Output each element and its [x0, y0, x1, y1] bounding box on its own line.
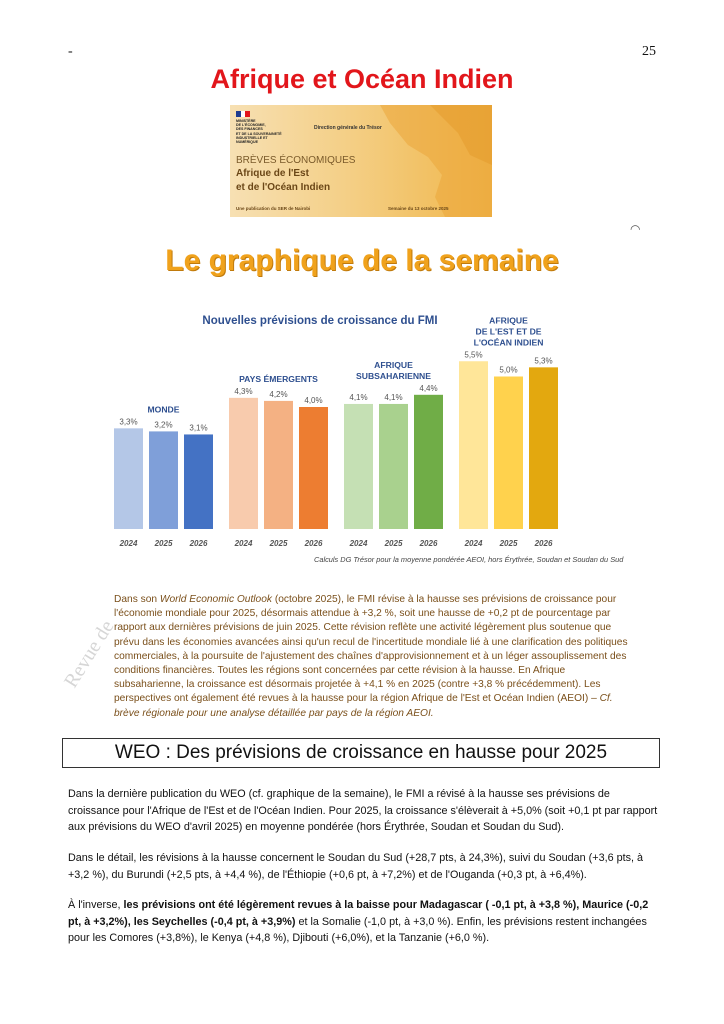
banner-footer-right: Semaine du 13 octobre 2025: [388, 206, 449, 211]
chart-source-note: Calculs DG Trésor pour la moyenne pondérée AEOI, hors Érythrée, Soudan et Soudan du Sud: [314, 555, 624, 564]
group-label: SUBSAHARIENNE: [356, 370, 431, 381]
group-label: MONDE: [147, 404, 180, 415]
ministry-line: DE L'ÉCONOMIE,: [236, 123, 266, 128]
bar-value-label: 4,1%: [349, 392, 368, 402]
document-title: Afrique et Océan Indien: [210, 64, 514, 94]
ministry-line: DES FINANCES: [236, 127, 263, 132]
chart-bar: [529, 367, 558, 529]
chart-bar: [184, 434, 213, 529]
banner-line-3: et de l'Océan Indien: [236, 182, 331, 193]
group-label: PAYS ÉMERGENTS: [239, 373, 318, 384]
bar-value-label: 5,3%: [534, 356, 553, 366]
year-tick-label: 2024: [119, 539, 138, 548]
year-tick-label: 2025: [154, 539, 173, 548]
paragraph-2: Dans le détail, les révisions à la hausse concernent le Soudan du Sud (+28,7 pts, à 24,3%), suivi du Soudan (+3,6 pts, à +3,2 %), du Burundi (+2,5 pts, à +4,4 %), de l'Éthiopie (+0,6 pt, à +7,2%) et de l'Ouganda (+0,3 pt, à +6,4%).: [68, 852, 643, 881]
ministry-logo: [236, 111, 290, 144]
year-tick-label: 2025: [269, 539, 288, 548]
page-number: 25: [642, 44, 656, 59]
page-dash: -: [68, 44, 73, 59]
chart-bar: [459, 361, 488, 529]
chart-of-the-week-heading: Le graphique de la semaine: [165, 244, 559, 277]
bar-value-label: 4,1%: [384, 392, 403, 402]
year-tick-label: 2024: [234, 539, 253, 548]
chart-bar: [114, 428, 143, 529]
chart-summary: [114, 593, 632, 721]
group-label: AFRIQUE: [489, 315, 528, 326]
paragraph-3: [68, 897, 658, 947]
paragraph-1: Dans la dernière publication du WEO (cf. graphique de la semaine), le FMI a révisé à la hausse ses prévisions de croissance pour l'Afrique de l'Est et de l'Océan Indien. Pour 2025, la croissance s'élèverait à +5,0% (soit +0,1 pt par rapport aux prévisions du WEO d'avril 2025) en moyenne pondérée (hors Érythrée, Soudan et Soudan du Sud).: [68, 788, 658, 833]
year-tick-label: 2024: [464, 539, 483, 548]
banner-line-2: Afrique de l'Est: [236, 168, 309, 179]
year-tick-label: 2026: [189, 539, 208, 548]
chart-bar: [149, 431, 178, 529]
summary-cf-note: Cf. brève régionale pour une analyse détaillée par pays de la région AEOI.: [114, 693, 613, 719]
paragraph-3-lead: À l'inverse,: [68, 899, 124, 911]
bar-value-label: 3,1%: [189, 423, 208, 433]
chart-bar: [264, 401, 293, 529]
bar-value-label: 5,0%: [499, 365, 518, 375]
group-label: DE L'EST ET DE: [475, 326, 542, 337]
imf-growth-chart: [100, 312, 640, 574]
bar-value-label: 5,5%: [464, 350, 483, 360]
year-tick-label: 2025: [384, 539, 403, 548]
summary-lead: Dans son: [114, 594, 160, 605]
chart-bar: [344, 404, 373, 529]
ministry-name: [236, 119, 290, 144]
chart-bar: [379, 404, 408, 529]
ministry-line: ET DE LA SOUVERAINETÉ: [236, 131, 282, 136]
bar-value-label: 4,4%: [419, 383, 438, 393]
ministry-line: INDUSTRIELLE ET NUMÉRIQUE: [236, 135, 268, 145]
loading-arc-icon: ◠: [630, 222, 641, 236]
chart-bar: [229, 398, 258, 529]
paragraph-3-rest: et la Somalie (-1,0 pt, à +3,0 %). Enfin, les prévisions restent inchangées pour les Comores (+3,8%), le Kenya (+4,8 %), Djibouti (+6,0%), et la Tanzanie (+6,0 %).: [68, 915, 647, 944]
watermark: Revue de: [60, 616, 119, 692]
group-label: AFRIQUE: [374, 359, 413, 370]
dg-tresor-label: Direction générale du Trésor: [314, 125, 382, 131]
bar-value-label: 3,3%: [119, 417, 138, 427]
year-tick-label: 2026: [304, 539, 323, 548]
section-title: WEO : Des prévisions de croissance en hausse pour 2025: [62, 738, 660, 768]
banner-footer-left: Une publication du SER de Nairobi: [236, 206, 311, 211]
year-tick-label: 2025: [499, 539, 518, 548]
year-tick-label: 2026: [419, 539, 438, 548]
banner-line-1: BRÈVES ÉCONOMIQUES: [236, 155, 356, 166]
chart-bar: [414, 395, 443, 529]
french-flag-icon: [236, 111, 250, 117]
ministry-line: MINISTÈRE: [236, 119, 256, 123]
summary-weo-title: World Economic Outlook: [159, 594, 272, 605]
bar-value-label: 4,3%: [234, 386, 253, 396]
group-label: L'OCÉAN INDIEN: [473, 337, 544, 348]
breves-economiques-banner: [230, 105, 492, 217]
summary-body: (octobre 2025), le FMI révise à la hausse ses prévisions de croissance pour l'économie mondiale pour 2025, désormais attendue à +3,2 %, soit une hausse de +0,2 pt de pourcentage par rapport aux dernières prévisions de juin 2025. Cette révision reflète une activité légèrement plus soutenue que prévu dans les économies avancées ainsi qu'un recul de l'incertitude mondiale lié à une clarification des politiques commerciales, à la poursuite de l'ajustement des chaînes d'approvisionnement et à un léger assouplissement des conditions financières. Toutes les régions sont concernées par cette révision à la hausse. En Afrique subsaharienne, la croissance est désormais projetée à +4,1 % en 2025 (contre +3,8 % précédemment). Les perspectives ont également été revues à la hausse pour la région Afrique de l'Est et Océan Indien (AEOI) –: [114, 594, 628, 705]
paragraph-3-bold: les prévisions ont été légèrement revues à la baisse pour Madagascar ( -0,1 pt, à +3,8 %), Maurice (-0,2 pt, à +3,2%), les Seychelles (-0,4 pt, à +3,9%): [68, 899, 649, 928]
year-tick-label: 2024: [349, 539, 368, 548]
flag-red: [245, 111, 250, 117]
chart-bar: [299, 407, 328, 529]
chart-bar: [494, 377, 523, 530]
bar-value-label: 3,2%: [154, 420, 173, 430]
bar-value-label: 4,0%: [304, 396, 323, 405]
chart-title: Nouvelles prévisions de croissance du FMI: [202, 315, 438, 327]
bar-value-label: 4,2%: [269, 389, 288, 399]
year-tick-label: 2026: [534, 539, 553, 548]
